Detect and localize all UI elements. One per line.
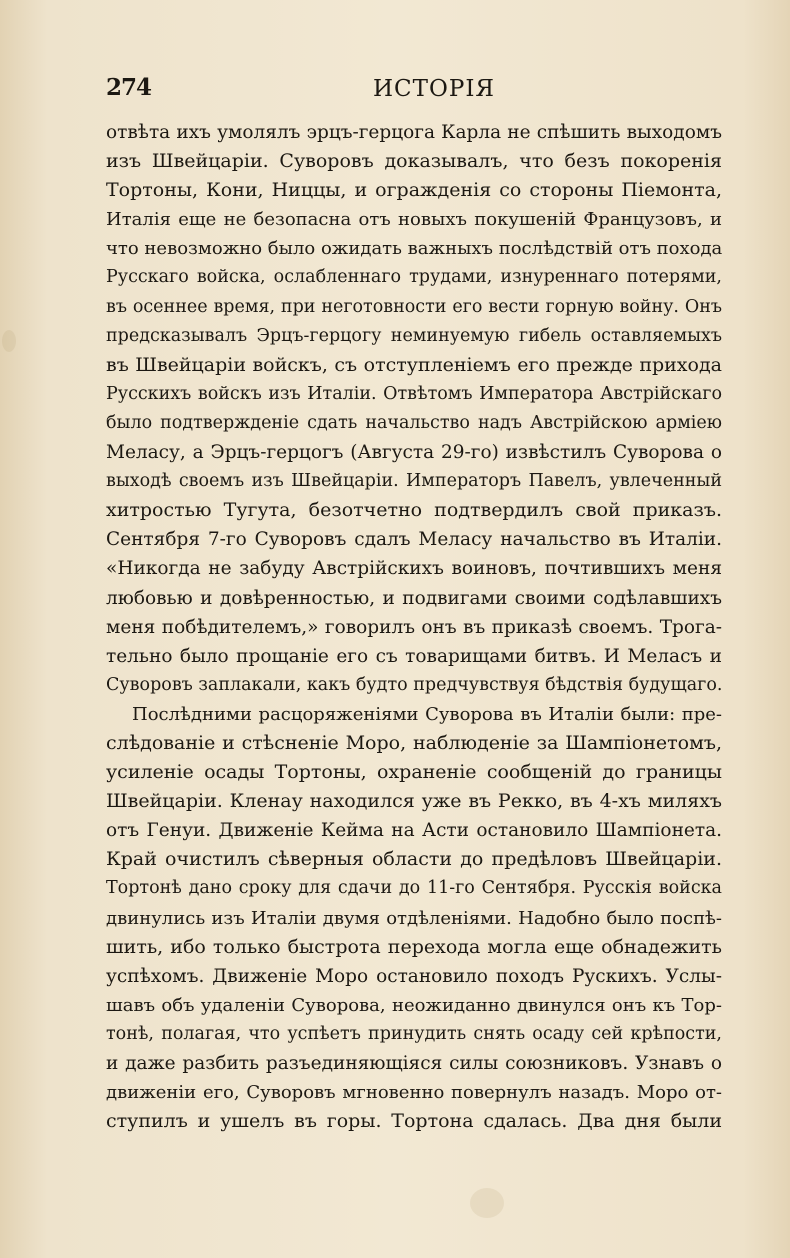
text-line: успѣхомъ. Движеніе Моро остановило походъ Рускихъ. Услы- <box>106 965 722 987</box>
text-line: меня побѣдителемъ,» говорилъ онъ въ приказѣ своемъ. Трога- <box>106 616 722 638</box>
page-number: 274 <box>106 74 152 101</box>
text-line: ступилъ и ушелъ въ горы. Тортона сдалась. Два дня были <box>106 1110 722 1133</box>
text-line: шить, ибо только быстрота перехода могла еще обнадежить <box>106 935 722 958</box>
running-title: ИСТОРІЯ <box>373 76 495 102</box>
text-line: выходѣ своемъ изъ Швейцаріи. Императоръ Павелъ, увлеченный <box>106 471 722 492</box>
text-line: Русскихъ войскъ изъ Италіи. Отвѣтомъ Императора Австрійскаго <box>106 383 722 404</box>
text-line: тонѣ, полагая, что успѣетъ принудить снять осаду сей крѣпости, <box>106 1023 722 1044</box>
text-line: отъ Генуи. Движеніе Кейма на Асти остановило Шампіонета. <box>106 820 722 842</box>
text-line: Тортонѣ дано сроку для сдачи до 11-го Сентября. Русскія войска <box>106 878 722 899</box>
text-line: шавъ объ удаленіи Суворова, неожиданно двинулся онъ къ Тор- <box>106 994 722 1016</box>
text-line: Италія еще не безопасна отъ новыхъ покушеній Французовъ, и <box>106 209 722 231</box>
text-line: Тортоны, Кони, Ниццы, и огражденія со стороны Піемонта, <box>106 179 722 202</box>
text-line: хитростью Тугута, безотчетно подтвердилъ свой приказъ. <box>106 499 722 522</box>
text-line: Русскаго войска, ослабленнаго трудами, изнуреннаго потерями, <box>106 267 722 288</box>
paper-stain <box>470 1188 504 1218</box>
text-line: усиленіе осады Тортоны, охраненіе сообщеній до границы <box>106 761 722 784</box>
text-line: Сентября 7-го Суворовъ сдалъ Меласу начальство въ Италіи. <box>106 529 722 551</box>
text-line: слѣдованіе и стѣсненіе Моро, наблюденіе за Шампіонетомъ, <box>106 731 722 754</box>
text-line: предсказывалъ Эрцъ-герцогу неминуемую гибель оставляемыхъ <box>106 325 722 346</box>
text-line: любовью и довѣренностью, и подвигами своими содѣлавшихъ <box>106 587 722 609</box>
text-line: Суворовъ заплакали, какъ будто предчувствуя бѣдствія будущаго. <box>106 674 722 695</box>
text-line: и даже разбить разъединяющіяся силы союзниковъ. Узнавъ о <box>106 1053 722 1074</box>
body-text <box>106 118 722 1136</box>
text-line: было подтвержденіе сдать начальство надъ Австрійскою арміею <box>106 412 722 433</box>
page-header <box>106 66 726 106</box>
text-line: Край очистилъ сѣверныя области до предѣловъ Швейцаріи. <box>106 848 722 871</box>
text-line: отвѣта ихъ умолялъ эрцъ-герцога Карла не спѣшить выходомъ <box>106 122 722 143</box>
text-line: «Никогда не забуду Австрійскихъ воиновъ, почтившихъ меня <box>106 558 722 580</box>
text-line: изъ Швейцаріи. Суворовъ доказывалъ, что безъ покоренія <box>106 150 722 173</box>
text-line: Меласу, а Эрцъ-герцогъ (Августа 29-го) извѣстилъ Суворова о <box>106 442 722 464</box>
text-line: въ осеннее время, при неготовности его вести горную войну. Онъ <box>106 296 722 317</box>
text-line: двинулись изъ Италіи двумя отдѣленіями. Надобно было поспѣ- <box>106 907 722 929</box>
text-line: движеніи его, Суворовъ мгновенно повернулъ назадъ. Моро от- <box>106 1082 722 1104</box>
text-line: въ Швейцаріи войскъ, съ отступленіемъ его прежде прихода <box>106 353 722 376</box>
paper-stain <box>2 330 16 352</box>
paragraph-first-line: Послѣдними расцоряженіями Суворова въ Италіи были: пре- <box>132 703 722 725</box>
text-line: что невозможно было ожидать важныхъ послѣдствій отъ похода <box>106 238 722 260</box>
text-line: Швейцаріи. Кленау находился уже въ Рекко, въ 4-хъ миляхъ <box>106 790 722 813</box>
text-line: тельно было прощаніе его съ товарищами битвъ. И Меласъ и <box>106 645 722 667</box>
